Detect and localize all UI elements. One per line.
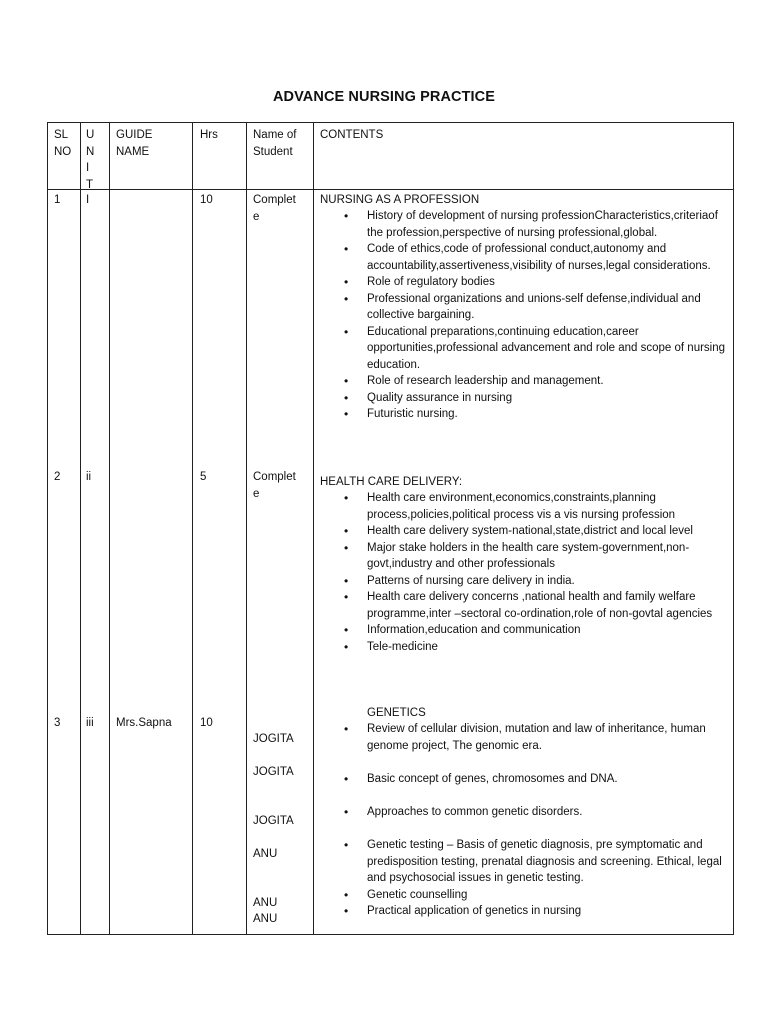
row-3-topic-list bbox=[320, 837, 732, 920]
document-title: ADVANCE NURSING PRACTICE bbox=[272, 89, 496, 105]
student-name: ANU bbox=[253, 913, 278, 925]
list-item: • Review of cellular division, mutation and law of inheritance, human genome project, The genomic era. bbox=[320, 721, 732, 754]
row-2-status: Complet e bbox=[253, 471, 296, 500]
student-name: JOGITA bbox=[253, 766, 294, 778]
row-1-hrs: 10 bbox=[200, 194, 213, 206]
header-unit: U N I T bbox=[86, 129, 95, 191]
header-hrs: Hrs bbox=[200, 129, 218, 141]
list-item: • Basic concept of genes, chromosomes and DNA. bbox=[320, 771, 732, 788]
row-2-section-title: HEALTH CARE DELIVERY: bbox=[320, 476, 463, 488]
column-divider bbox=[109, 123, 110, 934]
list-item: • Genetic counselling bbox=[320, 887, 732, 904]
syllabus-table bbox=[47, 122, 734, 935]
column-divider bbox=[246, 123, 247, 934]
row-3-topic-list bbox=[320, 804, 732, 821]
list-item: • Educational preparations,continuing education,career opportunities,professional advancement and role and scope of nursing education. bbox=[320, 324, 732, 374]
header-contents: CONTENTS bbox=[320, 129, 384, 141]
list-item: • Patterns of nursing care delivery in india. bbox=[320, 573, 732, 590]
header-sl-no: SL NO bbox=[54, 129, 72, 158]
row-3-guide: Mrs.Sapna bbox=[116, 717, 172, 729]
list-item: • Major stake holders in the health care system-government,non-govt,industry and other professionals bbox=[320, 540, 732, 573]
row-3-sl: 3 bbox=[54, 717, 61, 729]
column-divider bbox=[192, 123, 193, 934]
list-item: • Code of ethics,code of professional conduct,autonomy and accountability,assertiveness,visibility of nurses,legal considerations. bbox=[320, 241, 732, 274]
list-item: • Role of regulatory bodies bbox=[320, 274, 732, 291]
column-divider bbox=[313, 123, 314, 934]
list-item: • Quality assurance in nursing bbox=[320, 390, 732, 407]
list-item: • History of development of nursing professionCharacteristics,criteriaof the profession,perspective of nursing professional,global. bbox=[320, 208, 732, 241]
row-1-unit: I bbox=[86, 194, 90, 206]
row-1-status: Complet e bbox=[253, 194, 296, 223]
row-2-sl: 2 bbox=[54, 471, 61, 483]
list-item: • Health care environment,economics,constraints,planning process,policies,political process vis a vis nursing profession bbox=[320, 490, 732, 523]
list-item: • Health care delivery concerns ,national health and family welfare programme,inter –sectoral co-ordination,role of non-govtal agencies bbox=[320, 589, 732, 622]
list-item: • Information,education and communication bbox=[320, 622, 732, 639]
list-item: • Practical application of genetics in nursing bbox=[320, 903, 732, 920]
row-3-section-title: GENETICS bbox=[367, 707, 426, 719]
header-divider bbox=[48, 189, 733, 190]
header-student: Name of Student bbox=[253, 129, 297, 158]
row-3-unit: iii bbox=[86, 717, 94, 729]
row-3-topic-list bbox=[320, 771, 732, 788]
student-name: JOGITA bbox=[253, 815, 294, 827]
row-1-topic-list bbox=[320, 208, 732, 423]
row-3-hrs: 10 bbox=[200, 717, 213, 729]
student-name: JOGITA bbox=[253, 733, 294, 745]
row-2-topic-list bbox=[320, 490, 732, 655]
list-item: • Futuristic nursing. bbox=[320, 406, 732, 423]
header-guide-name: GUIDE NAME bbox=[116, 129, 153, 158]
row-3-topic-list bbox=[320, 721, 732, 754]
list-item: • Role of research leadership and management. bbox=[320, 373, 732, 390]
row-1-sl: 1 bbox=[54, 194, 61, 206]
row-1-section-title: NURSING AS A PROFESSION bbox=[320, 194, 480, 206]
row-2-unit: ii bbox=[86, 471, 92, 483]
row-2-hrs: 5 bbox=[200, 471, 207, 483]
column-divider bbox=[80, 123, 81, 934]
student-name: ANU bbox=[253, 848, 278, 860]
list-item: • Approaches to common genetic disorders. bbox=[320, 804, 732, 821]
list-item: • Professional organizations and unions-self defense,individual and collective bargaining. bbox=[320, 291, 732, 324]
list-item: • Genetic testing – Basis of genetic diagnosis, pre symptomatic and predisposition testing, prenatal diagnosis and screening. Ethical, legal and psychosocial issues in genetic testing. bbox=[320, 837, 732, 887]
list-item: • Tele-medicine bbox=[320, 639, 732, 656]
list-item: • Health care delivery system-national,state,district and local level bbox=[320, 523, 732, 540]
student-name: ANU bbox=[253, 897, 278, 909]
